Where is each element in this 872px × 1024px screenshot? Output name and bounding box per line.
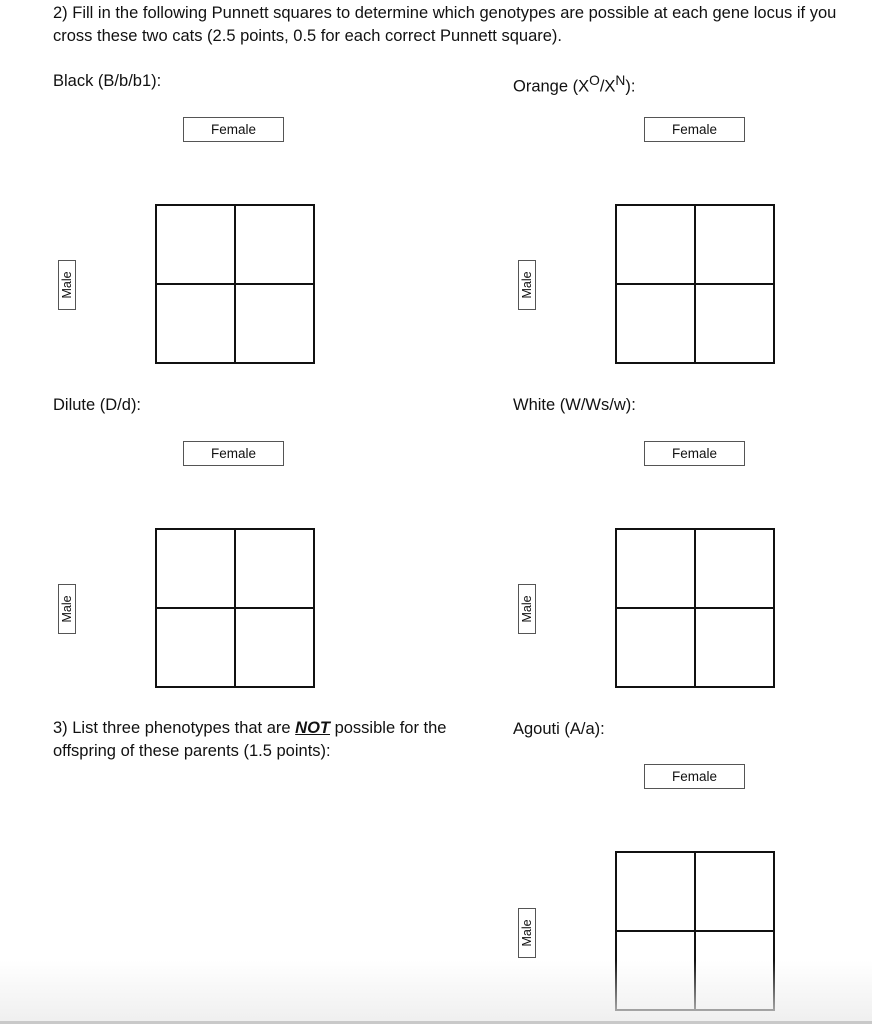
question-3-text	[53, 717, 473, 763]
punnett-square-orange	[615, 204, 775, 364]
punnett-cell[interactable]	[616, 931, 695, 1010]
gene-label-white: White (W/Ws/w):	[513, 396, 636, 414]
punnett-cell[interactable]	[235, 529, 314, 608]
question-3-suffix: possible for the offspring of these parents (1.5 points):	[53, 719, 447, 760]
punnett-cell[interactable]	[695, 284, 774, 363]
punnett-cell[interactable]	[695, 931, 774, 1010]
gene-label-orange: Orange $(X^O/X^N)$:	[513, 73, 636, 96]
punnett-cell[interactable]	[616, 852, 695, 931]
punnett-cell[interactable]	[235, 284, 314, 363]
punnett-square-dilute	[155, 528, 315, 688]
male-label-text: Male	[520, 595, 534, 623]
male-label-text: Male	[520, 271, 534, 299]
female-label-box: Female	[183, 441, 284, 466]
male-label-box	[518, 908, 536, 958]
question-3-emphasis: NOT	[295, 719, 330, 737]
gene-label-dilute: Dilute (D/d):	[53, 396, 142, 414]
male-label-box	[58, 260, 76, 310]
punnett-cell[interactable]	[235, 205, 314, 284]
punnett-cell[interactable]	[695, 852, 774, 931]
punnett-cell[interactable]	[616, 529, 695, 608]
punnett-square-agouti	[615, 851, 775, 1011]
male-label-text: Male	[520, 919, 534, 947]
punnett-cell[interactable]	[616, 205, 695, 284]
punnett-cell[interactable]	[695, 529, 774, 608]
female-label-box: Female	[644, 441, 745, 466]
punnett-square-black	[155, 204, 315, 364]
gene-label-black: Black (B/b/b1):	[53, 72, 162, 90]
punnett-cell[interactable]	[156, 529, 235, 608]
punnett-cell[interactable]	[156, 205, 235, 284]
female-label-box: Female	[644, 117, 745, 142]
question-2-text: 2) Fill in the following Punnett squares to determine which genotypes are possible at each gene locus if you cross these two cats (2.5 points, 0.5 for each correct Punnett square).	[53, 4, 837, 45]
male-label-box	[518, 260, 536, 310]
male-label-text: Male	[60, 271, 74, 299]
punnett-cell[interactable]	[156, 608, 235, 687]
male-label-text: Male	[60, 595, 74, 623]
punnett-square-white	[615, 528, 775, 688]
male-label-box	[58, 584, 76, 634]
punnett-cell[interactable]	[616, 284, 695, 363]
punnett-cell[interactable]	[616, 608, 695, 687]
female-label-box: Female	[183, 117, 284, 142]
punnett-cell[interactable]	[156, 284, 235, 363]
male-label-box	[518, 584, 536, 634]
female-label-box: Female	[644, 764, 745, 789]
question-3-prefix: 3) List three phenotypes that are	[53, 719, 296, 737]
punnett-cell[interactable]	[235, 608, 314, 687]
punnett-cell[interactable]	[695, 608, 774, 687]
punnett-cell[interactable]	[695, 205, 774, 284]
gene-label-agouti: Agouti (A/a):	[513, 720, 605, 738]
